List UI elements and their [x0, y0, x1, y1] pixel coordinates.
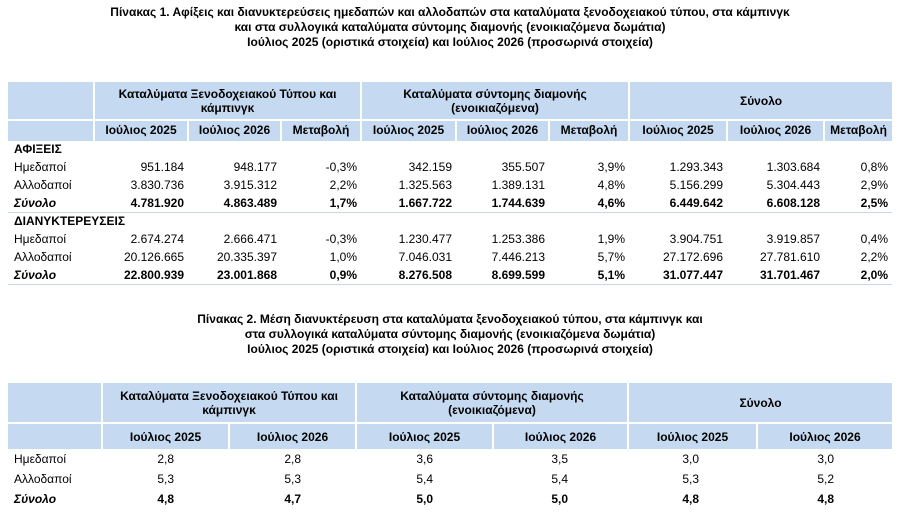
table2-title [0, 312, 900, 357]
cell: 1.389.131 [491, 178, 546, 192]
cell: 1.253.386 [491, 232, 546, 246]
cell: 20.126.665 [123, 250, 184, 264]
cell: 8.276.508 [361, 266, 456, 284]
cell: 4.781.920 [130, 195, 184, 210]
cell: 4,8 [157, 492, 174, 506]
table2-corner-sub [8, 423, 102, 449]
cell: 5,0 [551, 492, 568, 506]
table2-subheader: Ιούλιος 2026 [229, 423, 356, 449]
cell: 948.177 [233, 160, 277, 174]
cell: 1.293.343 [669, 160, 724, 174]
cell: 3,6 [416, 452, 433, 466]
cell: 6.608.128 [766, 195, 821, 210]
row-label: Αλλοδαποί [14, 250, 72, 264]
cell: 1.303.684 [766, 160, 821, 174]
table2-subheader: Ιούλιος 2026 [757, 423, 892, 449]
table-row [8, 230, 892, 248]
cell: -0,3% [325, 160, 358, 174]
table1-corner-cell [8, 82, 94, 120]
cell: 2.674.274 [130, 232, 184, 246]
cell: 27.172.696 [662, 250, 724, 264]
section-label: ΔΙΑΝΥΚΤΕΡΕΥΣΕΙΣ [8, 212, 892, 230]
cell: 2.666.471 [223, 232, 277, 246]
table1-group-short-stay: Καταλύματα σύντομης διαμονής (ενοικιαζόμενα) [361, 82, 629, 120]
table2 [8, 383, 892, 509]
cell: 2,2% [860, 250, 889, 264]
cell: -0,3% [325, 232, 358, 246]
cell: 2,5% [860, 195, 889, 210]
table2-title-line-1: Πίνακας 2. Μέση διανυκτέρευση στα καταλύματα ξενοδοχειακού τύπου, στα κάμπινγκ και [197, 312, 703, 326]
table2-group-hotels: Καταλύματα Ξενοδοχειακού Τύπου και κάμπινγκ [102, 383, 356, 423]
row-label: Σύνολο [8, 266, 94, 284]
cell: 3.830.736 [130, 178, 184, 192]
table1-subheader: Ιούλιος 2025 [361, 120, 456, 140]
table1-title-line-3: Ιούλιος 2025 (οριστικά στοιχεία) και Ιούλιος 2026 (προσωρινά στοιχεία) [247, 35, 653, 49]
cell: 1.744.639 [491, 195, 546, 210]
cell: 2,8 [157, 452, 174, 466]
cell: 355.507 [501, 160, 546, 174]
row-label: Αλλοδαποί [14, 178, 72, 192]
row-label: Σύνολο [14, 492, 57, 506]
cell: 5,0 [416, 492, 433, 506]
cell: 4.863.489 [223, 195, 277, 210]
cell: 3,5 [551, 452, 568, 466]
cell: 2,2% [329, 178, 358, 192]
cell: 5,3 [682, 472, 699, 486]
table1-subheader: Ιούλιος 2026 [456, 120, 549, 140]
table2-subheader: Ιούλιος 2026 [493, 423, 628, 449]
table1-section-overnights [8, 212, 892, 230]
cell: 8.699.599 [456, 266, 549, 284]
table-row-total [8, 194, 892, 212]
cell: 5,3 [284, 472, 301, 486]
cell: 1,7% [329, 195, 358, 210]
cell: 1,0% [329, 250, 358, 264]
table1-subheader: Ιούλιος 2026 [727, 120, 824, 140]
table2-group-total: Σύνολο [628, 383, 892, 423]
cell: 7.046.031 [398, 250, 453, 264]
table-row-total [8, 266, 892, 284]
table2-group-short-stay: Καταλύματα σύντομης διαμονής (ενοικιαζόμενα) [356, 383, 628, 423]
row-label: Ημεδαποί [14, 452, 66, 466]
section-label: ΑΦΙΞΕΙΣ [8, 140, 892, 158]
cell: 0,4% [860, 232, 889, 246]
table2-subheader: Ιούλιος 2025 [102, 423, 229, 449]
cell: 0,8% [860, 160, 889, 174]
table1-title-line-2: και στα συλλογικά καταλύματα σύντομης διαμονής (ενοικιαζόμενα δωμάτια) [234, 20, 666, 34]
cell: 6.449.642 [669, 195, 724, 210]
cell: 3.915.312 [223, 178, 277, 192]
cell: 5,2 [817, 472, 835, 486]
cell: 5.156.299 [669, 178, 724, 192]
cell: 1,9% [597, 232, 626, 246]
table-row [8, 158, 892, 176]
cell: 5,4 [551, 472, 568, 486]
cell: 3,0 [682, 452, 699, 466]
cell: 23.001.868 [188, 266, 281, 284]
cell: 4,8 [817, 492, 835, 506]
table1-title [0, 5, 900, 50]
table1-title-line-1: Πίνακας 1. Αφίξεις και διανυκτερεύσεις ημεδαπών και αλλοδαπών στα καταλύματα ξενοδοχειακού τύπου, στα κάμπινγκ [110, 5, 790, 19]
cell: 3,0 [817, 452, 835, 466]
cell: 2,9% [860, 178, 889, 192]
table1-section-arrivals [8, 140, 892, 158]
cell: 1.230.477 [398, 232, 453, 246]
table1-subheader: Ιούλιος 2025 [629, 120, 727, 140]
cell: 5.304.443 [766, 178, 821, 192]
cell: 2,8 [284, 452, 301, 466]
cell: 0,9% [281, 266, 361, 284]
cell: 5,3 [157, 472, 174, 486]
table-row [8, 176, 892, 194]
table2-title-line-2: στα συλλογικά καταλύματα σύντομης διαμονής (ενοικιαζόμενα δωμάτια) [244, 327, 656, 341]
cell: 951.184 [140, 160, 184, 174]
table1-group-hotels: Καταλύματα Ξενοδοχειακού Τύπου και κάμπινγκ [94, 82, 361, 120]
table2-corner-cell [8, 383, 102, 423]
cell: 2,0% [824, 266, 892, 284]
cell: 22.800.939 [94, 266, 188, 284]
table-row [8, 248, 892, 266]
cell: 27.781.610 [759, 250, 821, 264]
table2-title-line-3: Ιούλιος 2025 (οριστικά στοιχεία) και Ιούλιος 2026 (προσωρινά στοιχεία) [247, 342, 653, 356]
table1-subheader: Μεταβολή [549, 120, 629, 140]
cell: 31.701.467 [727, 266, 824, 284]
cell: 342.159 [408, 160, 453, 174]
table-row [8, 469, 892, 489]
cell: 3.904.751 [669, 232, 724, 246]
table2-subheader: Ιούλιος 2025 [628, 423, 757, 449]
table1 [8, 82, 892, 285]
cell: 31.077.447 [629, 266, 727, 284]
cell: 7.446.213 [491, 250, 546, 264]
cell: 3,9% [597, 160, 626, 174]
cell: 1.325.563 [398, 178, 453, 192]
cell: 5,7% [597, 250, 626, 264]
table-row [8, 449, 892, 469]
cell: 4,8 [682, 492, 699, 506]
table2-subheader: Ιούλιος 2025 [356, 423, 493, 449]
cell: 4,6% [597, 195, 626, 210]
row-label: Ημεδαποί [14, 160, 66, 174]
cell: 1.667.722 [398, 195, 453, 210]
table1-subheader: Ιούλιος 2025 [94, 120, 188, 140]
table-row-total [8, 489, 892, 509]
cell: 20.335.397 [216, 250, 277, 264]
cell: 4,7 [284, 492, 301, 506]
row-label: Σύνολο [14, 195, 57, 210]
table1-corner-sub [8, 120, 94, 140]
table1-subheader: Μεταβολή [281, 120, 361, 140]
cell: 4,8% [597, 178, 626, 192]
table1-subheader: Μεταβολή [824, 120, 892, 140]
table1-group-total: Σύνολο [629, 82, 892, 120]
row-label: Ημεδαποί [14, 232, 66, 246]
cell: 5,1% [549, 266, 629, 284]
cell: 5,4 [416, 472, 433, 486]
table1-subheader: Ιούλιος 2026 [188, 120, 281, 140]
row-label: Αλλοδαποί [14, 472, 72, 486]
cell: 3.919.857 [766, 232, 821, 246]
